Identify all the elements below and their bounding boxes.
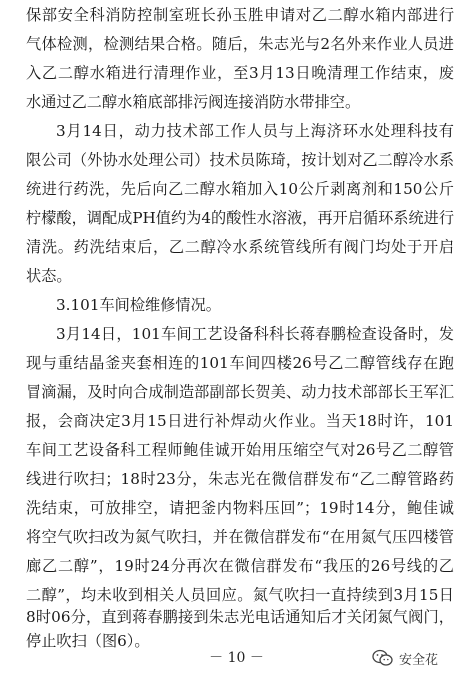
- text-line: 入乙二醇水箱进行清理作业，至3月13日晚清理工作结束，废: [26, 64, 454, 82]
- text-line: 车间工艺设备科工程师鲍佳诚开始用压缩空气对26号乙二醇管: [26, 441, 454, 459]
- text-line: 报，会商决定3月15日进行补焊动火作业。当天18时许，101: [26, 412, 454, 430]
- text-line: 水通过乙二醇水箱底部排污阀连接消防水带排空。: [26, 93, 361, 111]
- text-line: 统进行药洗，先后向乙二醇水箱加入10公斤剥离剂和150公斤: [26, 180, 454, 198]
- text-line: 现与重结晶釜夹套相连的101车间四楼26号乙二醇管线存在跑: [26, 354, 454, 372]
- wechat-icon: [372, 649, 394, 667]
- text-line: 柠檬酸，调配成PH值约为4的酸性水溶液，再开启循环系统进行: [26, 209, 454, 227]
- text-line: 廊乙二醇”，19时24分再次在微信群发布“我压的26号线的乙: [26, 557, 454, 575]
- section-heading: 3.101车间检维修情况。: [56, 296, 221, 314]
- text-line: 二醇”，均未收到相关人员回应。氮气吹扫一直持续到3月15日: [26, 586, 454, 604]
- text-line: 气体检测，检测结果合格。随后，朱志光与2名外来作业人员进: [26, 35, 454, 53]
- watermark-text: 安全花: [399, 652, 439, 668]
- text-line: 3月14日，101车间工艺设备科科长蒋春鹏检查设备时，发: [56, 325, 454, 343]
- text-line: 3月14日，动力技术部工作人员与上海济环水处理科技有: [56, 122, 454, 140]
- text-line: 清洗。药洗结束后，乙二醇冷水系统管线所有阀门均处于开启: [26, 238, 454, 256]
- text-line: 洗结束，可放排空，请把釜内物料压回”；19时14分，鲍佳诚: [26, 499, 454, 517]
- watermark: [372, 646, 438, 670]
- text-line: 冒滴漏，及时向合成制造部副部长贺美、动力技术部部长王军汇: [26, 383, 454, 401]
- text-line: 8时06分，直到蒋春鹏接到朱志光电话通知后才关闭氮气阀门，: [26, 608, 454, 626]
- text-line: 线进行吹扫；18时23分，朱志光在微信群发布“乙二醇管路药: [26, 470, 454, 488]
- page-number: － 10 －: [209, 650, 264, 666]
- text-line: 将空气吹扫改为氮气吹扫，并在微信群发布“在用氮气压四楼管: [26, 528, 454, 546]
- text-line: 状态。: [26, 267, 72, 285]
- text-line: 停止吹扫（图6）。: [26, 632, 150, 650]
- text-line: 限公司（外协水处理公司）技术员陈琦，按计划对乙二醇冷水系: [26, 151, 454, 169]
- text-line: 保部安全科消防控制室班长孙玉胜申请对乙二醇水箱内部进行: [26, 6, 454, 24]
